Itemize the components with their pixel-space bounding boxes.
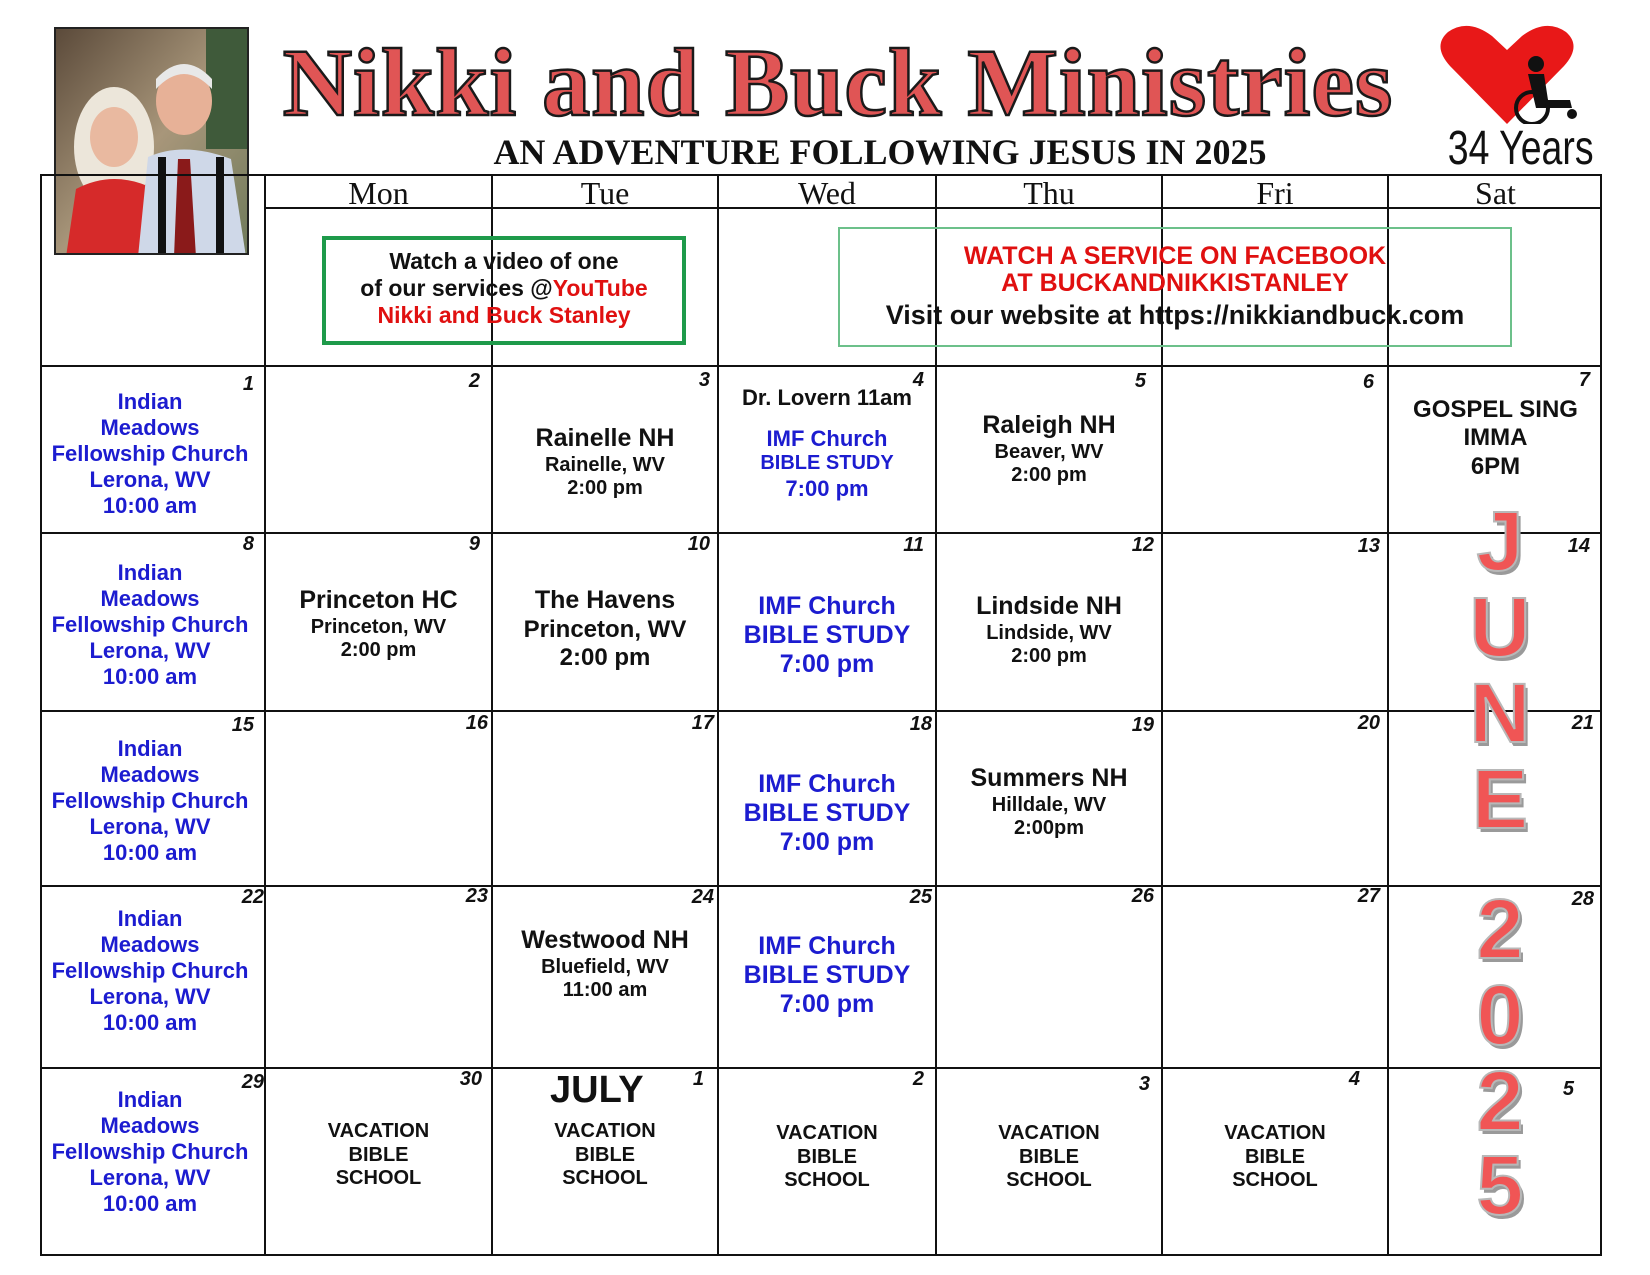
event-indian-meadows [44,1087,256,1217]
event-line: BIBLE [575,1143,635,1166]
youtube-link[interactable]: YouTube [552,275,648,301]
event-time: 2:00 pm [340,639,417,662]
year-digit: 0 [1476,968,1524,1062]
event-time: 2:00 pm [1011,645,1087,668]
event-vbs [1163,1122,1387,1193]
event-time: 7:00 pm [779,650,875,678]
event-title: IMF Church [758,770,896,798]
event-time: 2:00 pm [559,643,651,671]
event-location: Hilldale, WV [991,793,1107,816]
event-line: SCHOOL [335,1167,422,1190]
day-header-tue: Tue [580,175,630,211]
event-line: Lerona, WV [89,1164,211,1190]
event-line: Meadows [100,414,200,440]
event-line: Fellowship Church [51,957,249,983]
day-number: 8 [242,533,254,555]
grid-line [40,532,1602,534]
event-time: 11:00 am [562,979,648,1002]
event-title: Summers NH [970,764,1128,792]
youtube-channel-name: Nikki and Buck Stanley [377,302,631,328]
event-the-havens [493,586,717,672]
event-imf-church [719,770,935,857]
day-number: 14 [1567,535,1590,557]
day-number: 18 [909,713,932,735]
event-line: Indian [117,736,183,761]
day-number: 12 [1131,534,1154,556]
day-number: 15 [231,714,254,736]
event-title: Lindside NH [976,592,1122,620]
event-location: Lindside, WV [986,621,1112,644]
day-number: 23 [465,885,488,907]
month-letter: U [1469,580,1531,674]
event-line: Meadows [100,931,200,957]
event-line: Lerona, WV [89,466,211,492]
youtube-promo[interactable] [322,236,686,345]
event-line: Fellowship Church [51,611,249,637]
day-number: 2 [912,1068,924,1090]
youtube-promo-line1: Watch a video of one [389,248,619,274]
event-time: 2:00pm [1013,817,1085,840]
event-imf-church [719,426,935,502]
facebook-promo-line2: AT BUCKANDNIKKISTANLEY [1001,269,1349,297]
event-line: SCHOOL [784,1169,870,1192]
month-letter: N [1469,666,1531,760]
month-letter: J [1476,494,1524,588]
event-line: VACATION [327,1120,430,1142]
event-line: 10:00 am [102,1009,198,1035]
event-lindside-nh [937,592,1161,669]
event-subtitle: BIBLE STUDY [743,799,911,827]
event-vbs [266,1120,491,1191]
event-subtitle: BIBLE STUDY [743,961,911,989]
event-subtitle: BIBLE STUDY [743,621,911,649]
heart-wheelchair-icon [1432,24,1607,124]
facebook-promo[interactable] [838,227,1512,347]
day-number: 5 [1562,1078,1574,1100]
event-princeton-hc [266,586,491,663]
day-header-fri: Fri [1256,175,1294,211]
event-line: 10:00 am [102,492,198,518]
event-line: VACATION [554,1120,656,1142]
event-line: 10:00 am [102,663,198,689]
event-westwood-nh [493,926,717,1003]
day-number: 6 [1362,371,1374,393]
day-number: 3 [1138,1073,1150,1095]
event-location: Princeton, WV [523,615,687,643]
month-letter: E [1471,752,1529,846]
event-line: BIBLE [1245,1145,1305,1168]
day-number: 2 [468,370,480,392]
event-line: 10:00 am [102,1190,198,1216]
facebook-promo-line1: WATCH A SERVICE ON FACEBOOK [963,242,1387,270]
event-time: 2:00 pm [1011,464,1087,487]
day-number: 7 [1578,369,1590,391]
years-badge: 34 Years [1447,122,1594,175]
event-indian-meadows [44,906,256,1036]
event-indian-meadows [44,389,256,519]
event-line: SCHOOL [1232,1169,1318,1192]
event-line: Fellowship Church [51,1138,249,1164]
youtube-promo-line2 [326,275,682,302]
event-line: SCHOOL [562,1167,648,1190]
event-line: Fellowship Church [51,787,249,813]
day-number: 19 [1131,714,1154,736]
event-line: BIBLE [348,1143,409,1166]
event-time: 6PM [1470,452,1521,480]
day-number: 10 [687,533,710,555]
event-line: Indian [117,560,183,585]
event-dr-lovern: Dr. Lovern 11am [742,385,912,410]
event-line: Meadows [100,1112,200,1138]
day-number: 13 [1357,535,1380,557]
event-indian-meadows [44,736,256,866]
event-line: Lerona, WV [89,637,211,663]
event-location: Rainelle, WV [544,453,666,476]
month-year-stack [1440,494,1560,1232]
day-number: 21 [1571,712,1594,734]
event-imf-church [719,592,935,679]
day-number: 16 [465,712,488,734]
event-time: 2:00 pm [567,477,643,500]
event-subtitle: BIBLE STUDY [760,451,894,474]
event-line: Indian [117,1087,183,1112]
grid-line [264,174,266,1256]
event-time: 7:00 pm [785,475,869,501]
event-summers-nh [937,764,1161,841]
day-number: 20 [1357,712,1380,734]
grid-line [40,1067,1602,1069]
day-number: 25 [909,886,932,908]
day-header-sat: Sat [1475,175,1516,211]
day-number: 30 [459,1068,482,1090]
event-title: Rainelle NH [535,424,675,452]
event-title: Westwood NH [521,926,689,954]
event-line: Lerona, WV [89,813,211,839]
event-gospel-sing [1389,396,1602,481]
event-title: IMF Church [758,592,896,620]
july-label: JULY [550,1069,644,1111]
event-title: Princeton HC [299,586,458,614]
event-location: Princeton, WV [310,615,447,638]
event-line: Indian [117,906,183,931]
day-header-mon: Mon [348,175,409,211]
grid-line [40,365,1602,367]
event-line: Indian [117,389,183,414]
event-line: SCHOOL [1006,1169,1092,1192]
event-line: BIBLE [797,1145,857,1168]
event-line: Lerona, WV [89,983,211,1009]
day-number: 29 [241,1071,264,1093]
event-line: VACATION [998,1122,1100,1144]
day-number: 1 [692,1068,704,1090]
event-vbs [719,1122,935,1193]
day-number: 11 [903,534,924,556]
website-link[interactable]: Visit our website at https://nikkiandbuck.com [885,300,1465,330]
day-number: 28 [1571,888,1594,910]
event-rainelle-nh [493,424,717,501]
year-digit: 5 [1476,1138,1524,1232]
day-number: 17 [691,712,714,734]
day-number: 9 [468,533,480,555]
event-vbs [937,1122,1161,1193]
event-title: GOSPEL SING [1413,396,1578,423]
day-number: 4 [1348,1068,1360,1090]
event-imf-church [719,932,935,1019]
youtube-promo-prefix: of our services @ [360,275,553,301]
event-location: Beaver, WV [994,440,1104,463]
event-location: Bluefield, WV [541,955,669,978]
page-subtitle: AN ADVENTURE FOLLOWING JESUS IN 2025 [493,132,1267,172]
event-line: VACATION [1224,1122,1326,1144]
event-line: Fellowship Church [51,440,249,466]
day-number: 22 [241,886,264,908]
year-digit: 2 [1476,882,1524,976]
event-location: IMMA [1463,424,1528,452]
event-time: 7:00 pm [779,828,875,856]
day-number: 4 [912,369,924,391]
event-line: 10:00 am [102,839,198,865]
day-header-thu: Thu [1023,175,1075,211]
day-number: 1 [242,373,254,395]
day-number: 3 [698,369,710,391]
event-title: Raleigh NH [982,411,1116,439]
event-line: Meadows [100,585,200,611]
event-line: VACATION [776,1122,878,1144]
page-title: Nikki and Buck Ministries [282,29,1394,136]
event-line: BIBLE [1019,1145,1079,1168]
event-time: 7:00 pm [779,990,875,1018]
year-digit: 2 [1476,1054,1524,1148]
day-header-wed: Wed [798,175,856,211]
event-title: The Havens [534,586,676,614]
day-number: 26 [1131,885,1154,907]
event-raleigh-nh [937,411,1161,488]
day-number: 24 [691,886,714,908]
grid-line [717,174,719,1256]
day-number: 27 [1357,885,1380,907]
event-vbs [493,1120,717,1191]
event-title: IMF Church [766,426,888,451]
event-title: IMF Church [758,932,896,960]
event-indian-meadows [44,560,256,690]
day-number: 5 [1134,370,1146,392]
event-line: Meadows [100,761,200,787]
